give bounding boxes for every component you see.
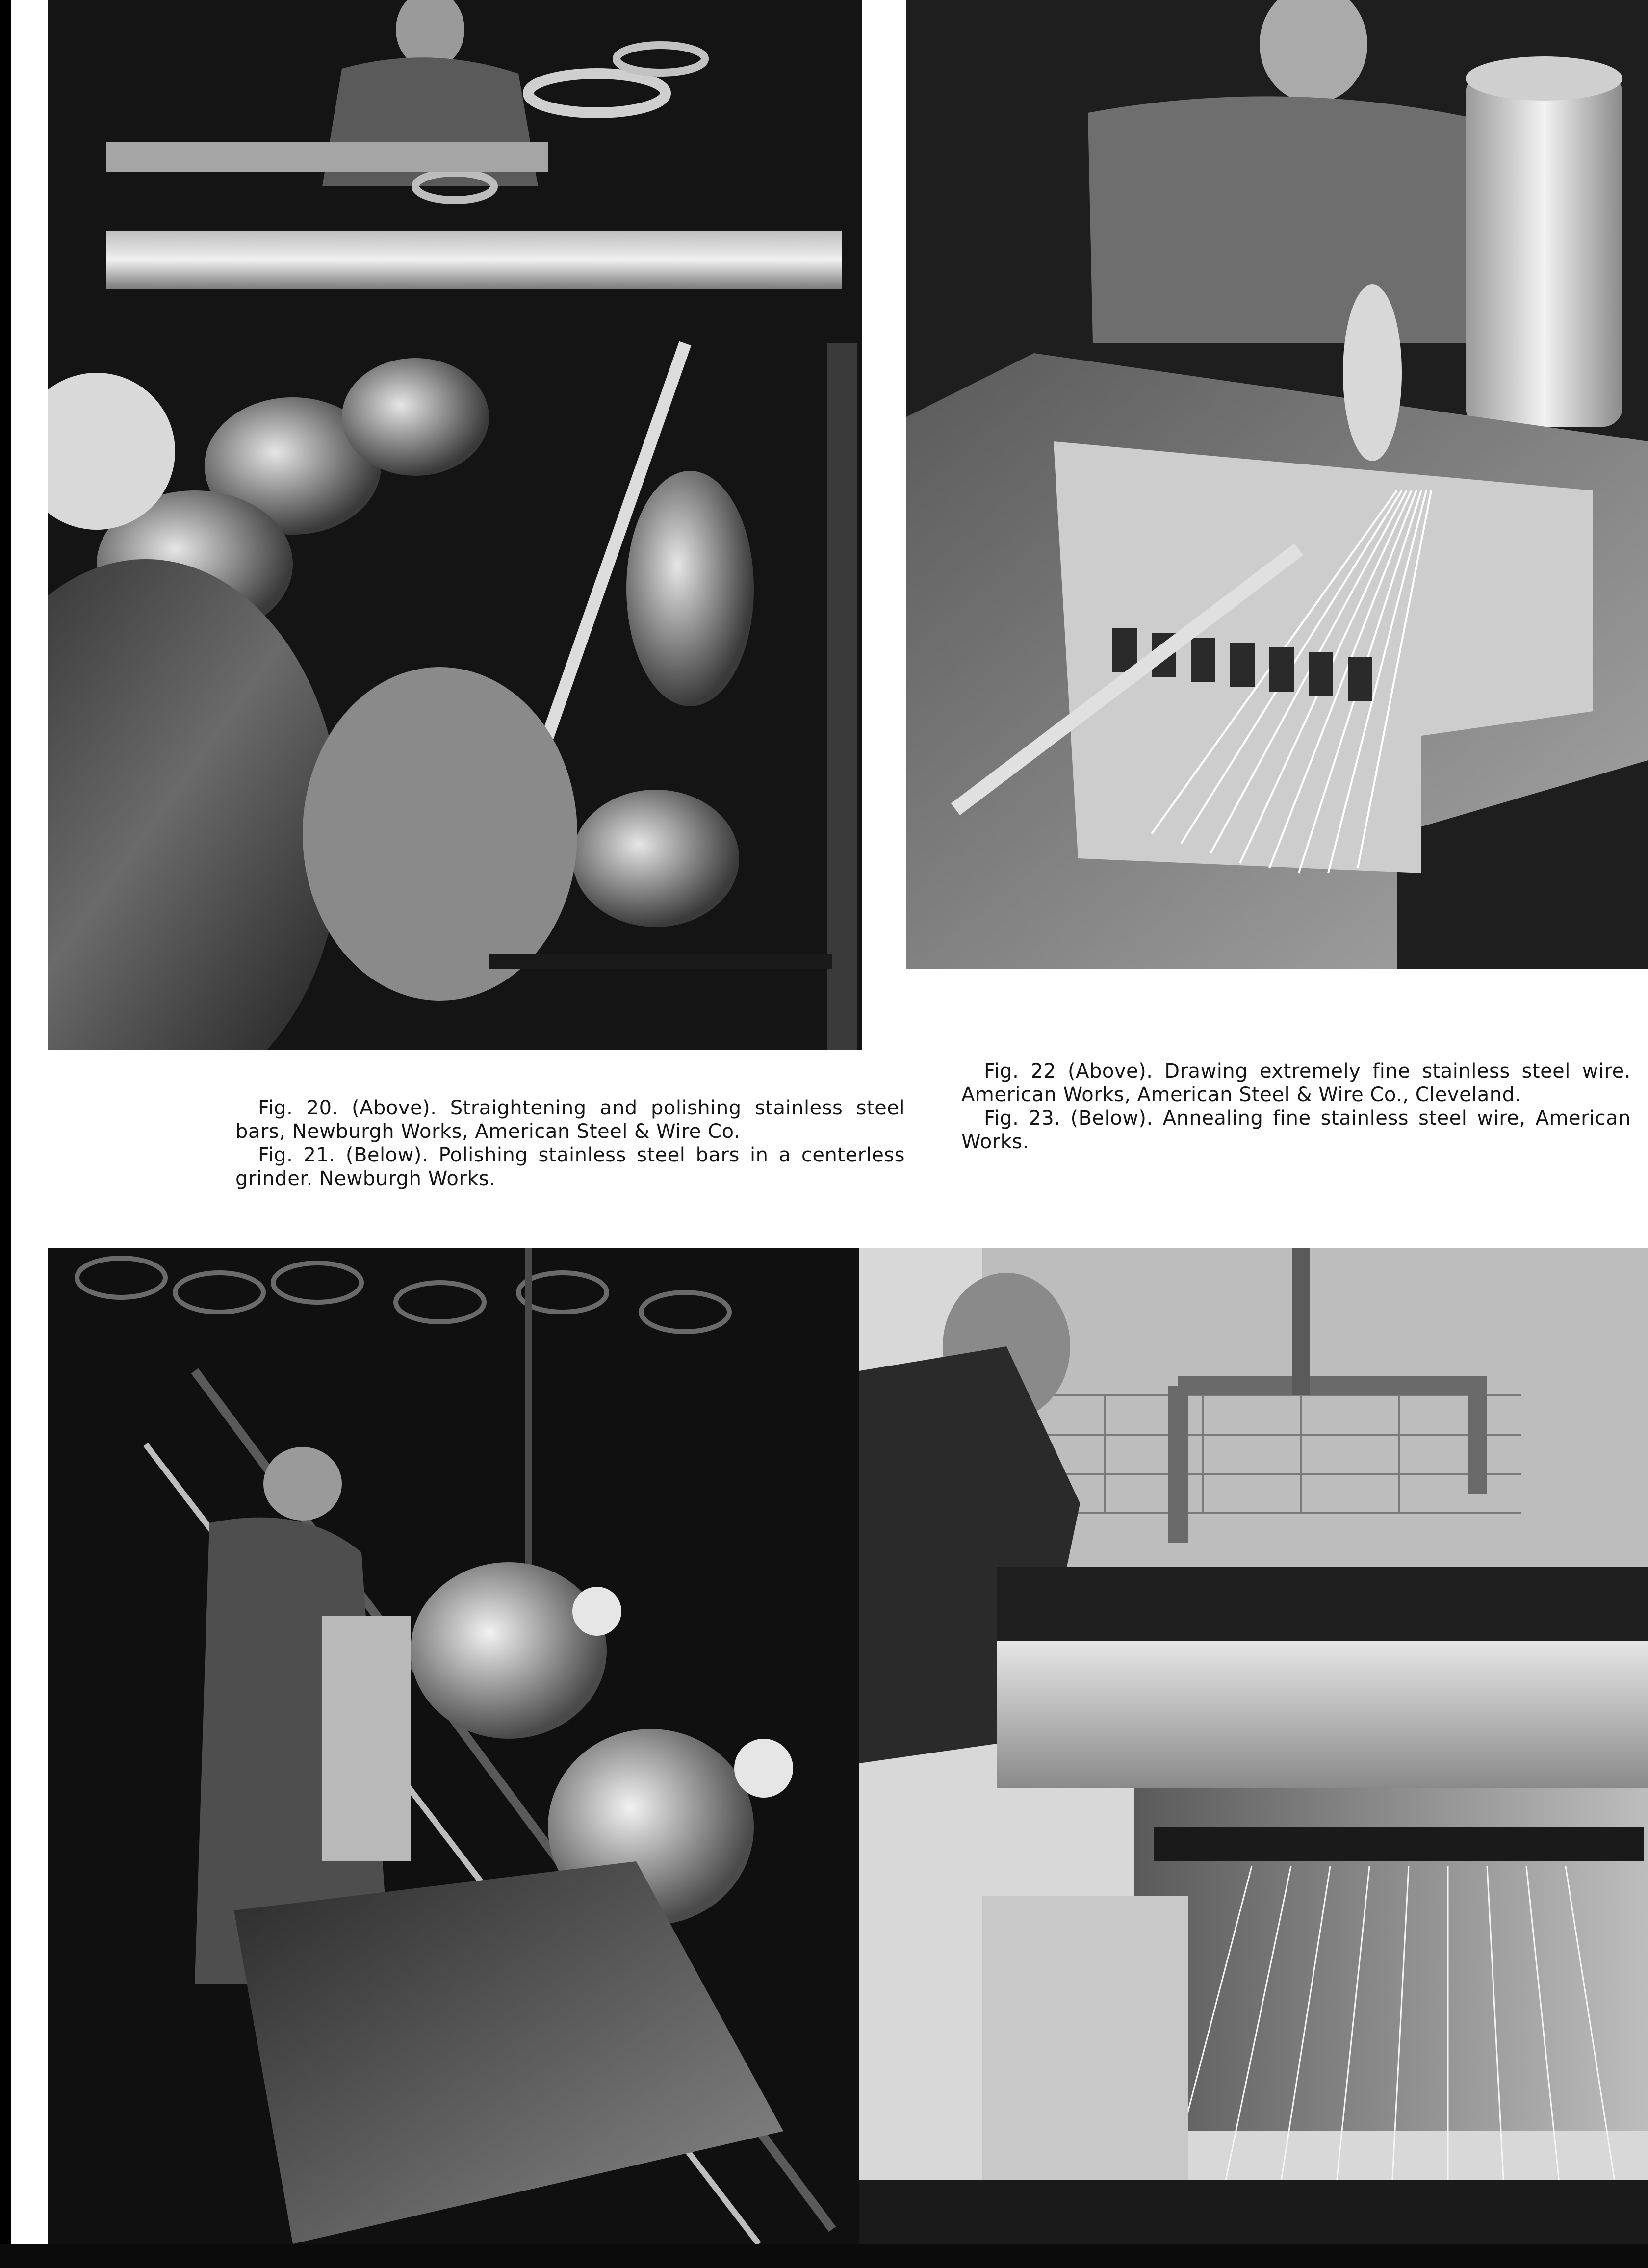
fig20-photo (48, 0, 862, 1050)
fig22-photo (906, 0, 1648, 969)
fig21-photo (48, 1248, 862, 2244)
fig20-caption: Fig. 20. (Above). Straightening and polishing stainless steel bars, Newburgh Works, American Steel & Wire Co. (235, 1097, 905, 1143)
fig20-fig21-caption (235, 1096, 905, 1190)
fig22-fig23-caption (961, 1059, 1631, 1154)
fig21-caption: Fig. 21. (Below). Polishing stainless steel bars in a centerless grinder. Newburgh Works. (235, 1144, 905, 1190)
fig23-caption: Fig. 23. (Below). Annealing fine stainless steel wire, American Works. (961, 1107, 1631, 1153)
fig22-caption: Fig. 22 (Above). Drawing extremely fine stainless steel wire. American Works, American Steel & Wire Co., Cleveland. (961, 1060, 1631, 1106)
scan-edge-strip (0, 0, 11, 2268)
fig23-photo (859, 1248, 1648, 2244)
scan-bottom-edge (0, 2244, 1648, 2268)
